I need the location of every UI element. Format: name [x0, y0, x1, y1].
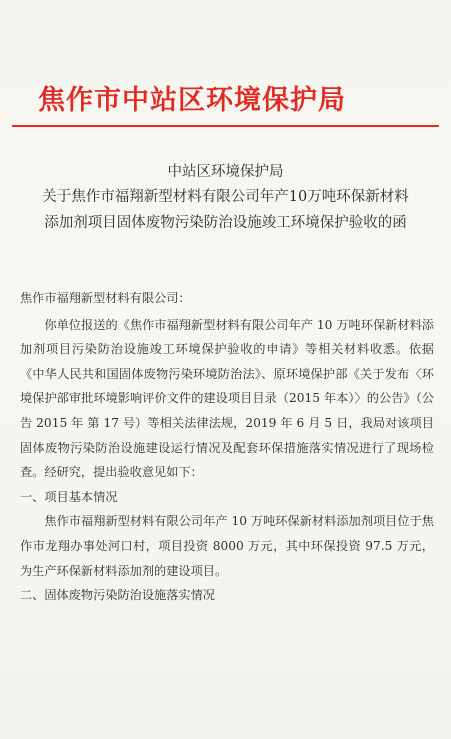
paragraph-intro: 你单位报送的《焦作市福翔新型材料有限公司年产 10 万吨环保新材料添加剂项目污染防治设施竣工环境保护验收的申请》等相关材料收悉。依据《中华人民共和国固体废物污染环境防治法》、原环境保护部《关于发布〈环境保护部审批环境影响评价文件的建设项目目录（2015 年本）〉的公告》（公告 2015 年 第 17 号）等相关法律法规，2019 年 6 月 5 日，我局对该项目固体废物污染防治设施建设运行情况及配套环保措施落实情况进行了现场检查。经研究，提出验收意见如下：	[20, 317, 434, 480]
letterhead-red-rule	[12, 125, 439, 127]
document-title-line-2: 添加剂项目固体废物污染防治设施竣工环境保护验收的函	[44, 215, 407, 231]
section-heading-2: 二、固体废物污染防治设施落实情况	[20, 588, 215, 603]
section-heading-1: 一、项目基本情况	[20, 489, 118, 504]
issuer-line: 中站区环境保护局	[167, 164, 284, 180]
paragraph-project-info: 焦作市福翔新型材料有限公司年产 10 万吨环保新材料添加剂项目位于焦作市龙翔办事处河口村，项目投资 8000 万元，其中环保投资 97.5 万元，为生产环保新材料添加剂的建设项目。	[20, 514, 434, 578]
salutation: 焦作市福翔新型材料有限公司：	[20, 291, 191, 305]
letter-body	[20, 286, 434, 608]
letterhead-title: 焦作市中站区环境保护局	[38, 85, 346, 116]
document-title-line-1: 关于焦作市福翔新型材料有限公司年产10万吨环保新材料	[42, 189, 409, 205]
